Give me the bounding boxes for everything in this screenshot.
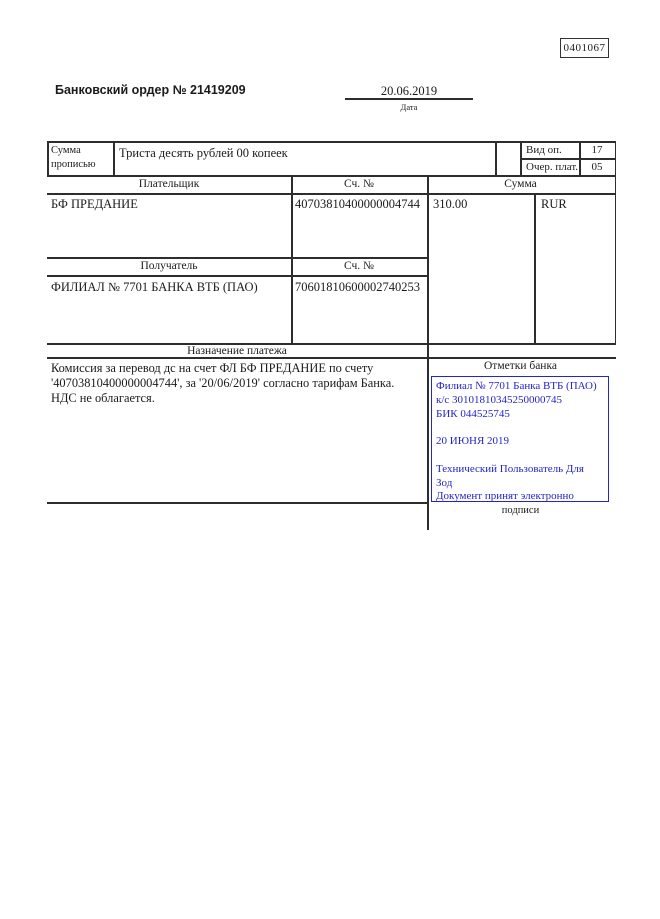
stamp-line: Филиал № 7701 Банка ВТБ (ПАО) [436, 380, 597, 392]
recipient-account-header: Сч. № [343, 260, 375, 272]
purpose-text [51, 361, 394, 406]
table-border-h [47, 175, 616, 177]
recipient-name: ФИЛИАЛ № 7701 БАНКА ВТБ (ПАО) [51, 280, 258, 294]
amount-words: Триста десять рублей 00 копеек [119, 146, 288, 160]
payer-account: 40703810400000004744 [295, 197, 420, 211]
table-border-h [47, 502, 428, 504]
stamp-line: Технический Пользователь Для [436, 462, 584, 475]
purpose-header: Назначение платежа [187, 345, 287, 357]
vid-op-label: Вид оп. [526, 144, 562, 156]
table-border-v [427, 175, 429, 530]
table-border-v [495, 141, 497, 177]
table-border-v [113, 141, 115, 177]
table-border-h [47, 275, 428, 277]
purpose-line: Комиссия за перевод дс на счет ФЛ БФ ПРЕДАНИЕ по счету [51, 361, 374, 375]
amount-header: Сумма [504, 178, 537, 190]
stamp-line: Зод [436, 476, 453, 489]
ocher-plat-value: 05 [591, 161, 603, 173]
purpose-line: НДС не облагается. [51, 391, 155, 405]
table-border-h [520, 158, 616, 160]
table-border-v [534, 193, 536, 345]
amount-value: 310.00 [433, 197, 468, 211]
stamp-line: Документ принят электронно [436, 490, 574, 503]
table-border-v [520, 141, 522, 177]
payer-name: БФ ПРЕДАНИЕ [51, 197, 138, 211]
form-code: 0401067 [560, 38, 609, 58]
date-underline [345, 98, 473, 100]
bank-stamp [431, 376, 609, 502]
stamp-line [436, 449, 604, 463]
signatures-label: подписи [501, 505, 540, 516]
page-title: Банковский ордер № 21419209 [55, 83, 246, 97]
ocher-plat-label: Очер. плат. [526, 161, 579, 173]
table-border-h [47, 357, 616, 359]
stamp-line: к/с 30101810345250000745 [436, 393, 563, 406]
table-border-v [47, 141, 49, 177]
recipient-header: Получатель [140, 260, 198, 272]
purpose-line: '40703810400000004744', за '20/06/2019' согласно тарифам Банка. [51, 376, 395, 390]
bank-marks-header: Отметки банка [484, 360, 557, 372]
payer-header: Плательщик [138, 178, 200, 190]
date-label: Дата [400, 102, 418, 112]
payer-account-header: Сч. № [343, 178, 375, 190]
table-border-v [615, 141, 617, 345]
currency-code: RUR [541, 197, 567, 211]
stamp-line: БИК 044525745 [436, 407, 510, 420]
table-border-h [47, 257, 428, 259]
table-border-h [47, 141, 616, 143]
date-value: 20.06.2019 [380, 84, 438, 98]
stamp-line: 20 ИЮНЯ 2019 [436, 435, 510, 448]
stamp-line [436, 421, 604, 435]
table-border-h [47, 193, 616, 195]
vid-op-value: 17 [591, 144, 603, 156]
amount-words-label: Сумма прописью [51, 145, 96, 170]
recipient-account: 70601810600002740253 [295, 280, 420, 294]
